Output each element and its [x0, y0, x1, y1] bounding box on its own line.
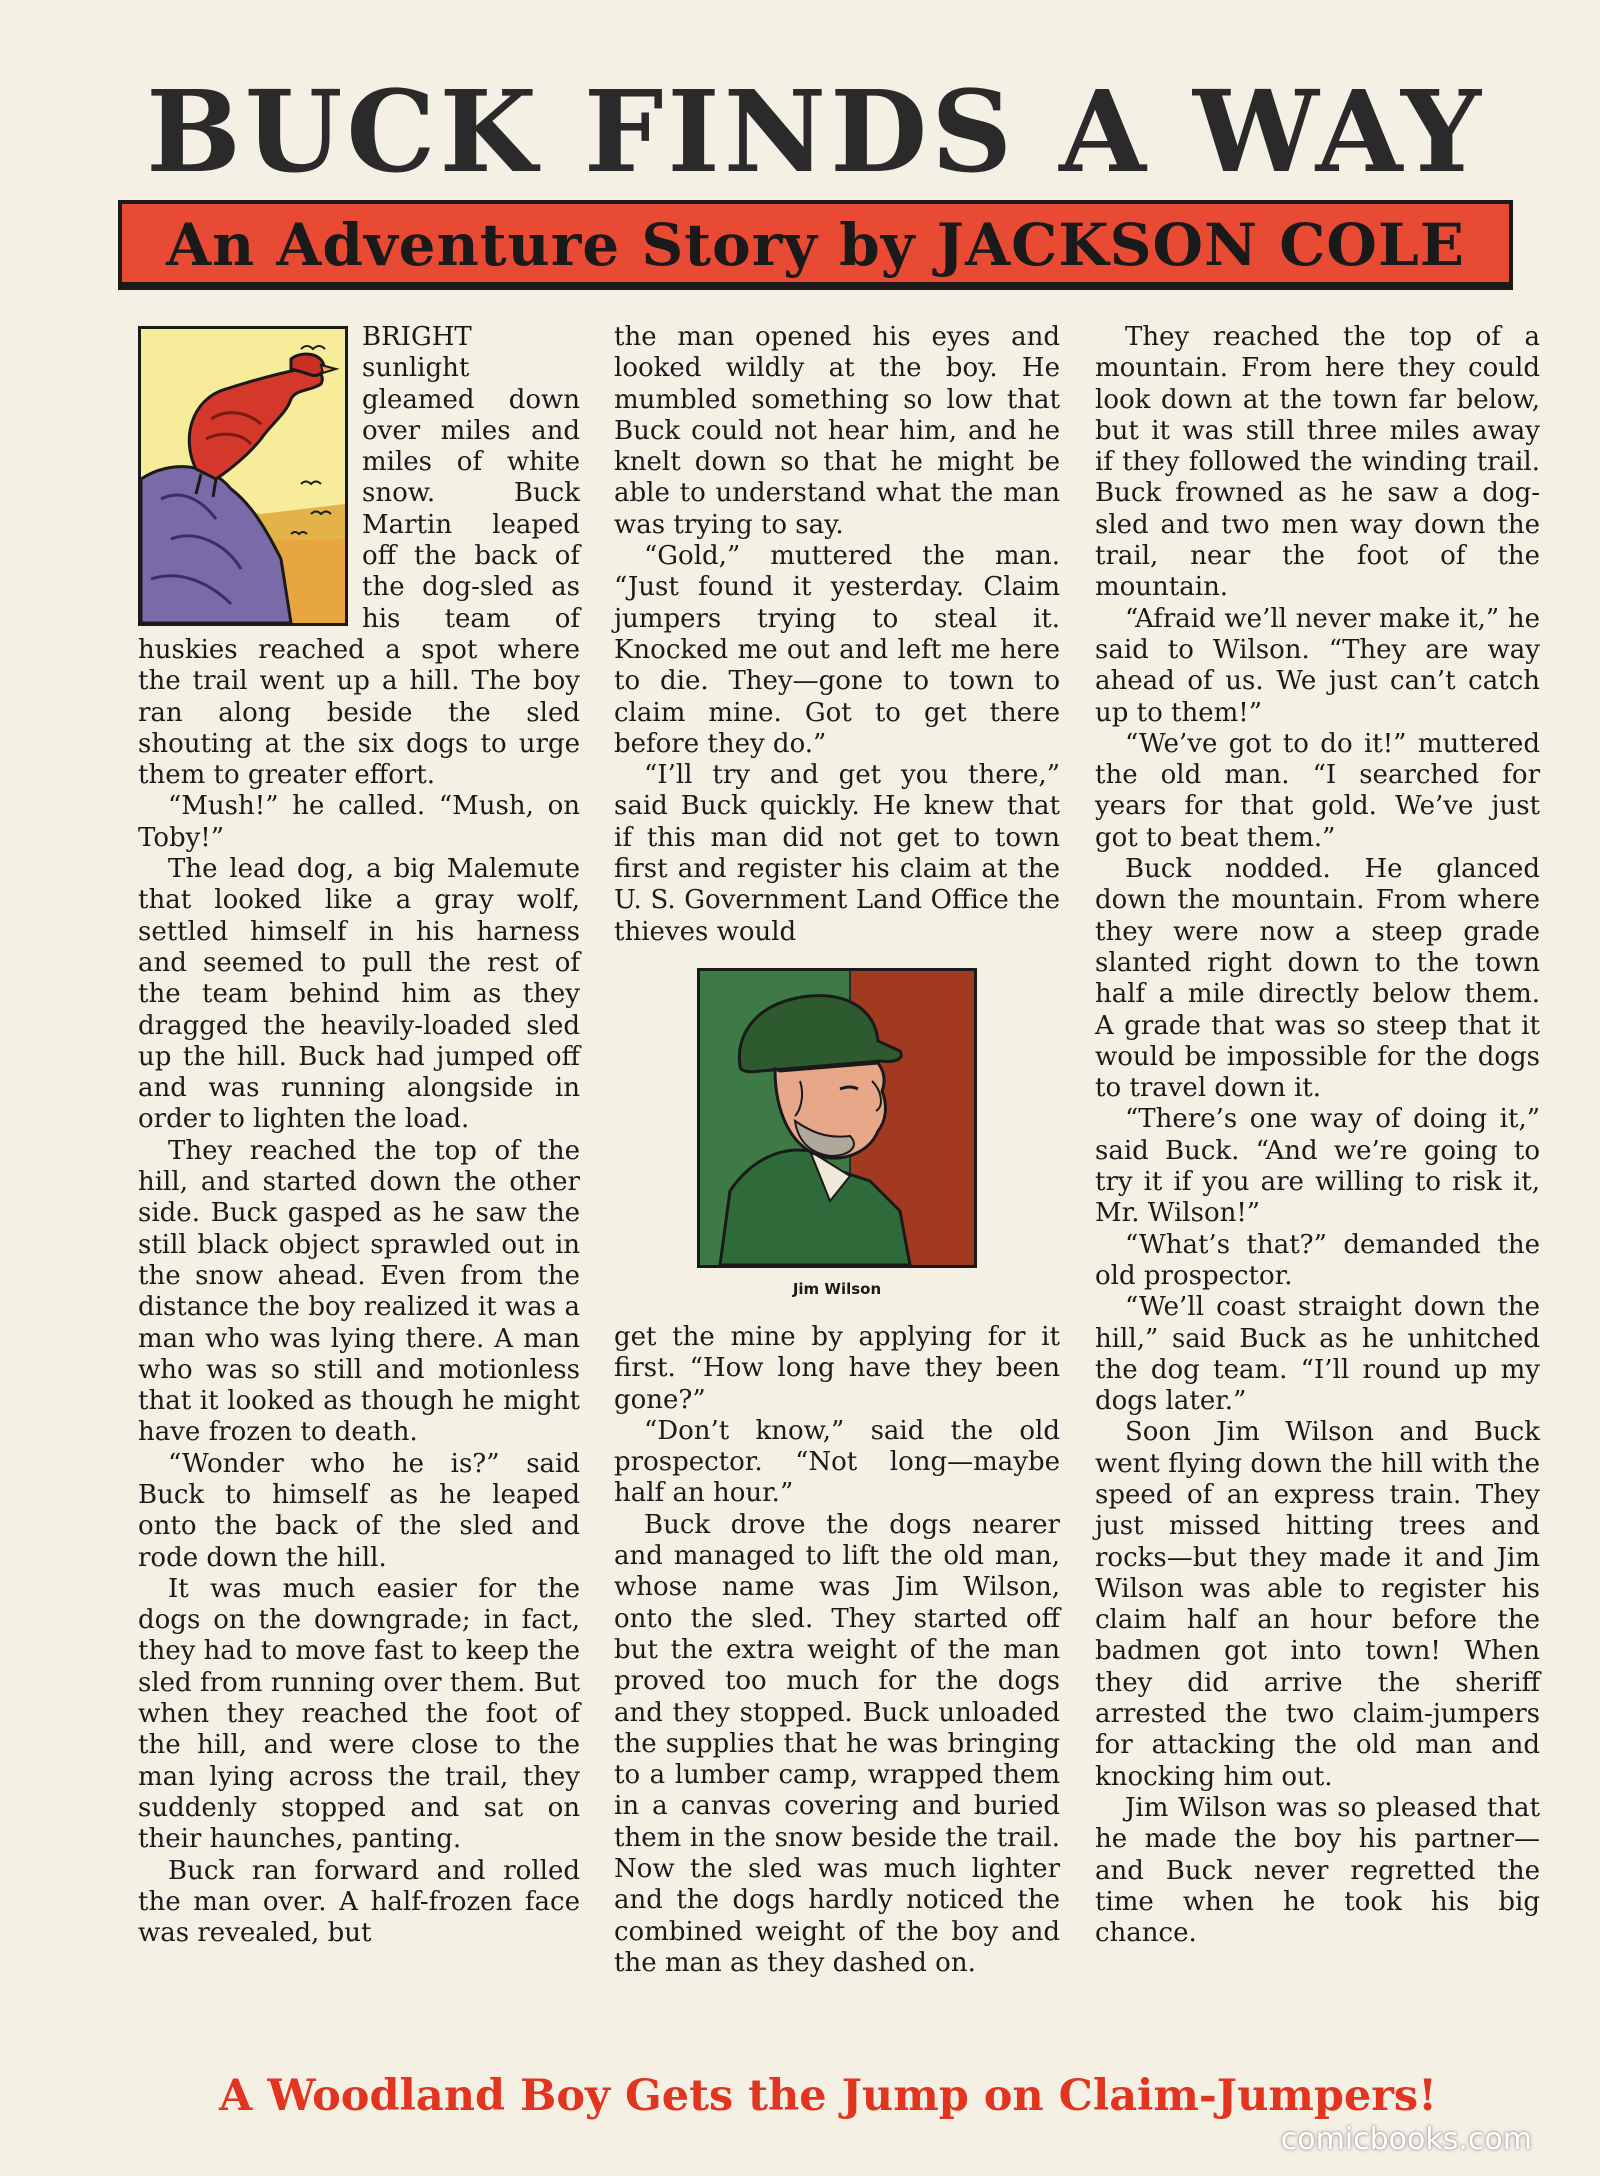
- paragraph: “Gold,” muttered the man. “Just found it yesterday. Claim jumpers trying to steal it. Knocked me out and left me here to die. They—gone to town to claim mine. Got to get there before they do.”: [614, 541, 1060, 759]
- eagle-illustration: [138, 326, 348, 626]
- story-title: BUCK FINDS A WAY: [146, 67, 1485, 198]
- paragraph: “Afraid we’ll never make it,” he said to Wilson. “They are way ahead of us. We just can’t catch up to them!”: [1095, 603, 1540, 728]
- paragraph: the man opened his eyes and looked wildly at the boy. He mumbled something so low that Buck could not hear him, and he knelt down so that he might be able to understand what the man was trying to say.: [614, 322, 1060, 540]
- text-column-1: [138, 322, 580, 1949]
- site-watermark: comicbooks.com: [1280, 2122, 1532, 2157]
- paragraph: They reached the top of a mountain. From here they could look down at the town far below, but it was still three miles away if they followed the winding trail. Buck frowned as he saw a dog-sled and two men way down the trail, near the foot of the mountain.: [1095, 322, 1540, 603]
- paragraph: Buck drove the dogs nearer and managed to lift the old man, whose name was Jim Wilson, onto the sled. They started off but the extra weight of the man proved too much for the dogs and they stopped. Buck unloaded the supplies that he was bringing to a lumber camp, wrapped them in a canvas covering and buried them in the snow beside the trail. Now the sled was much lighter and the dogs hardly noticed the combined weight of the boy and the man as they dashed on.: [614, 1509, 1060, 1978]
- paragraph: “Don’t know,” said the old prospector. “Not long—maybe half an hour.”: [614, 1415, 1060, 1509]
- paragraph: Buck ran forward and rolled the man over. A half-frozen face was revealed, but: [138, 1855, 580, 1949]
- paragraph: get the mine by applying for it first. “How long have they been gone?”: [614, 1321, 1060, 1415]
- paragraph: “Mush!” he called. “Mush, on Toby!”: [138, 791, 580, 853]
- text-column-3: [1095, 322, 1540, 1949]
- byline-text: An Adventure Story by JACKSON COLE: [166, 211, 1465, 279]
- paragraph: “I’ll try and get you there,” said Buck quickly. He knew that if this man did not get to town first and register his claim at the U. S. Government Land Office the thieves would: [614, 760, 1060, 947]
- paragraph: It was much easier for the dogs on the downgrade; in fact, they had to move fast to keep the sled from running over them. But when they reached the foot of the hill, and were close to the man lying across the trail, they suddenly stopped and sat on their haunches, panting.: [138, 1573, 580, 1855]
- portrait-caption: Jim Wilson: [792, 1279, 882, 1298]
- byline-banner: [118, 200, 1513, 290]
- paragraph: The lead dog, a big Malemute that looked like a gray wolf, settled himself in his harness and seemed to pull the rest of the team behind him as they dragged the heavily-loaded sled up the hill. Buck had jumped off and was running alongside in order to lighten the load.: [138, 854, 580, 1135]
- paragraph: “We’ve got to do it!” muttered the old man. “I searched for years for that gold. We’ve just got to beat them.”: [1095, 728, 1540, 853]
- paragraph: Jim Wilson was so pleased that he made the boy his partner—and Buck never regretted the time when he took his big chance.: [1095, 1792, 1540, 1949]
- text-column-2: [614, 322, 1060, 1979]
- eagle-icon: [141, 329, 345, 623]
- story-tagline: A Woodland Boy Gets the Jump on Claim-Jumpers!: [218, 2071, 1438, 2121]
- paragraph: “Wonder who he is?” said Buck to himself as he leaped onto the back of the sled and rode down the hill.: [138, 1448, 580, 1573]
- jim-wilson-portrait: [697, 968, 977, 1268]
- paragraph: They reached the top of the hill, and started down the other side. Buck gasped as he saw the still black object sprawled out in the snow ahead. Even from the distance the boy realized it was a man who was lying there. A man who was so still and motionless that it looked as though he might have frozen to death.: [138, 1135, 580, 1448]
- paragraph: “We’ll coast straight down the hill,” said Buck as he unhitched the dog team. “I’ll round up my dogs later.”: [1095, 1292, 1540, 1417]
- paragraph: Soon Jim Wilson and Buck went flying down the hill with the speed of an express train. They just missed hitting trees and rocks—but they made it and Jim Wilson was able to register his claim half an hour before the badmen got into town! When they did arrive the sheriff arrested the two claim-jumpers for attacking the old man and knocking him out.: [1095, 1417, 1540, 1792]
- paragraph: BRIGHT sunlight gleamed down over miles and miles of white snow. Buck Martin leaped off the back of the dog-sled as his team of huskies reached a spot where the trail went up a hill. The boy ran along beside the sled shouting at the six dogs to urge them to greater effort.: [138, 322, 580, 791]
- paragraph: “There’s one way of doing it,” said Buck. “And we’re going to try it if you are willing to risk it, Mr. Wilson!”: [1095, 1104, 1540, 1229]
- paragraph: “What’s that?” demanded the old prospector.: [1095, 1229, 1540, 1291]
- paragraph: Buck nodded. He glanced down the mountain. From where they were now a steep grade slanted right down to the town half a mile directly below them. A grade that was so steep that it would be impossible for the dogs to travel down it.: [1095, 854, 1540, 1104]
- portrait-icon: [700, 971, 974, 1265]
